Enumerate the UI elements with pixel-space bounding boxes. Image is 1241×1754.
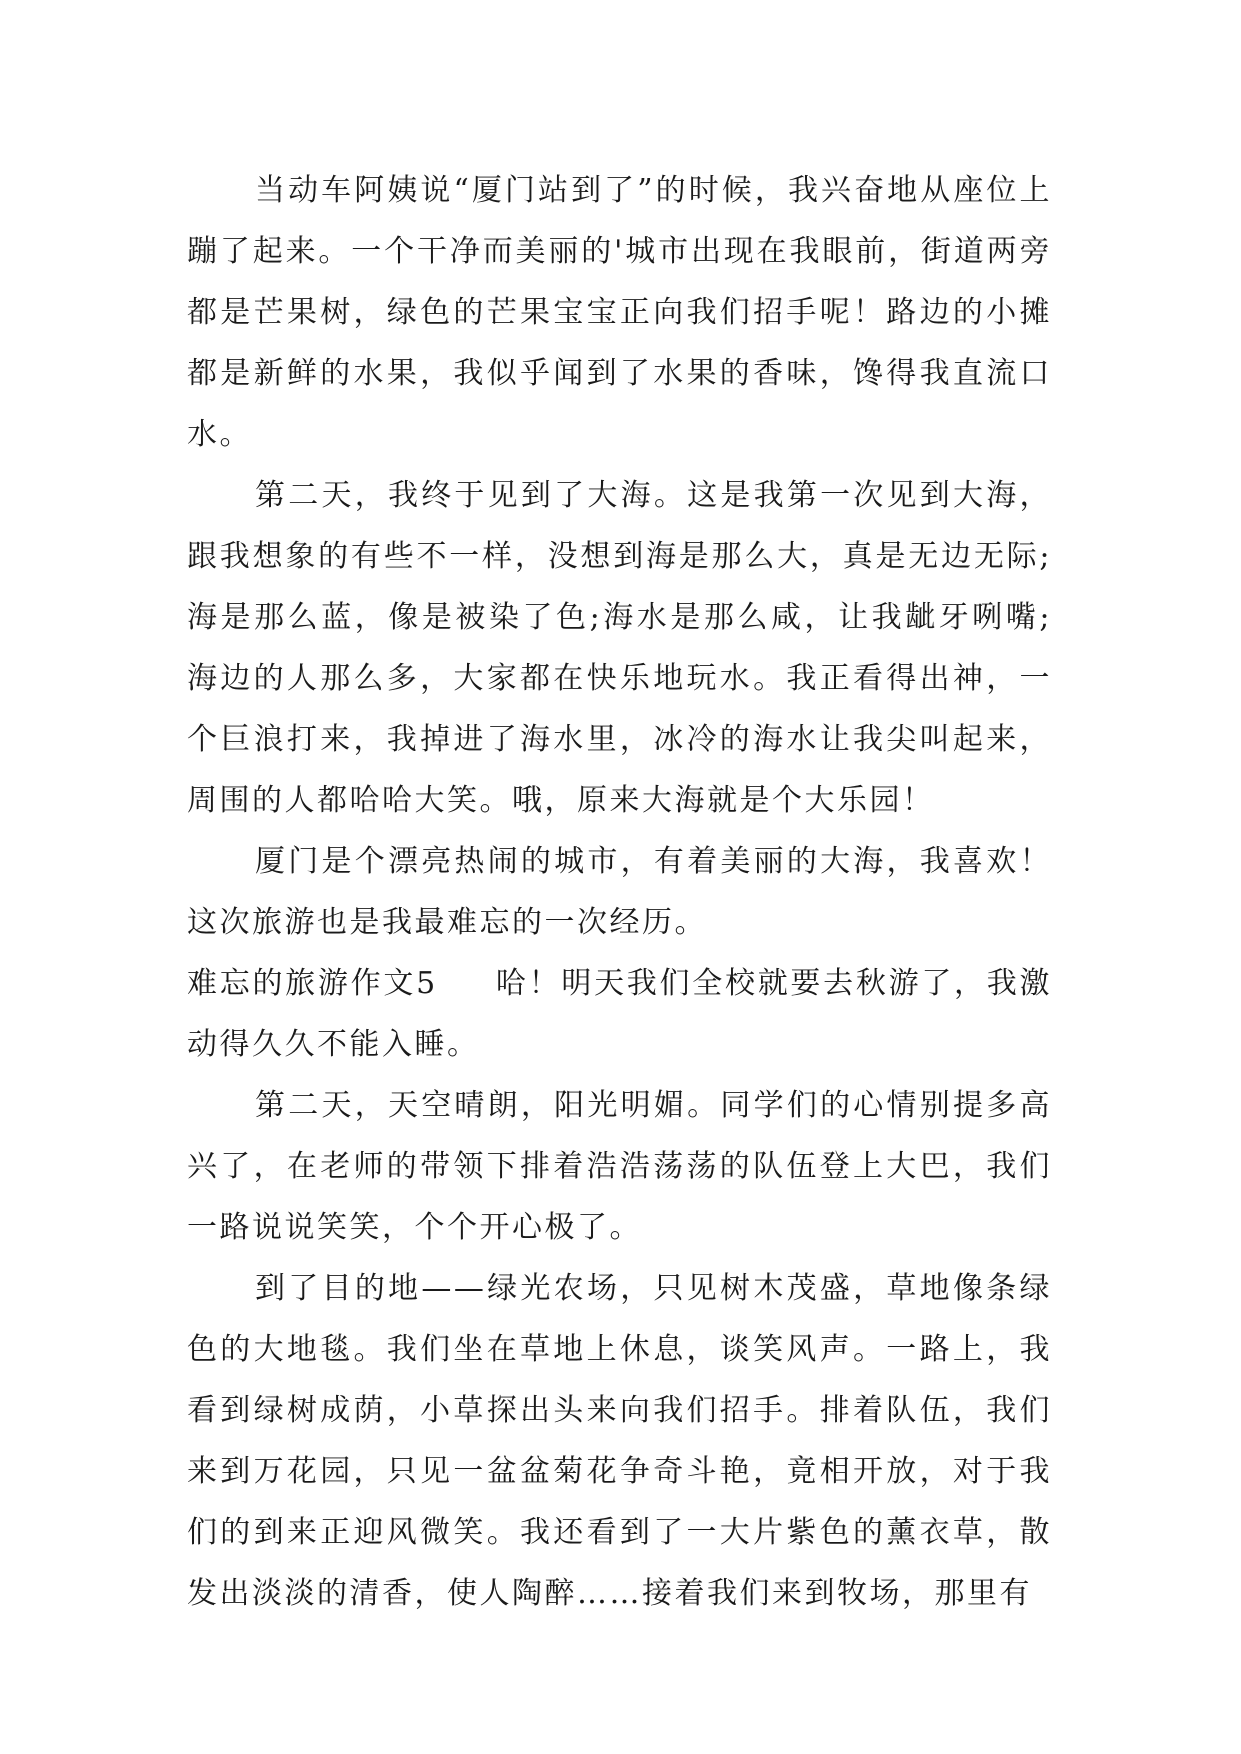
paragraph-farm: 到了目的地——绿光农场，只见树木茂盛，草地像条绿色的大地毯。我们坐在草地上休息，谈笑风声。一路上，我看到绿树成荫，小草探出头来向我们招手。排着队伍，我们来到万花园，只见一盆盆菊花争奇斗艳，竟相开放，对于我们的到来正迎风微笑。我还看到了一大片紫色的薰衣草，散发出淡淡的清香，使人陶醉……接着我们来到牧场，那里有 [187,1271,1052,1611]
section-first-text: 哈！明天我们全校就要去秋游了，我激动得久久不能入睡。 [187,966,1053,1062]
paragraph-sea: 第二天，我终于见到了大海。这是我第一次见到大海，跟我想象的有些不一样，没想到海是那么大，真是无边无际;海是那么蓝，像是被染了色;海水是那么咸，让我龇牙咧嘴;海边的人那么多，大家都在快乐地玩水。我正看得出神，一个巨浪打来，我掉进了海水里，冰冷的海水让我尖叫起来，周围的人都哈哈大笑。哦，原来大海就是个大乐园！ [187,478,1052,818]
section-heading: 难忘的旅游作文5 [187,966,438,1001]
paragraph-conclusion: 厦门是个漂亮热闹的城市，有着美丽的大海，我喜欢！这次旅游也是我最难忘的一次经历。 [187,844,1052,940]
paragraph-weather: 第二天，天空晴朗，阳光明媚。同学们的心情别提多高兴了，在老师的带领下排着浩浩荡荡的队伍登上大巴，我们一路说说笑笑，个个开心极了。 [187,1088,1052,1245]
paragraph-arrival: 当动车阿姨说“厦门站到了”的时候，我兴奋地从座位上蹦了起来。一个干净而美丽的'城市出现在我眼前，街道两旁都是芒果树，绿色的芒果宝宝正向我们招手呢！路边的小摊都是新鲜的水果，我似乎闻到了水果的香味，馋得我直流口水。 [187,173,1052,452]
document-body [187,160,1052,1624]
section-start [187,953,1052,1075]
